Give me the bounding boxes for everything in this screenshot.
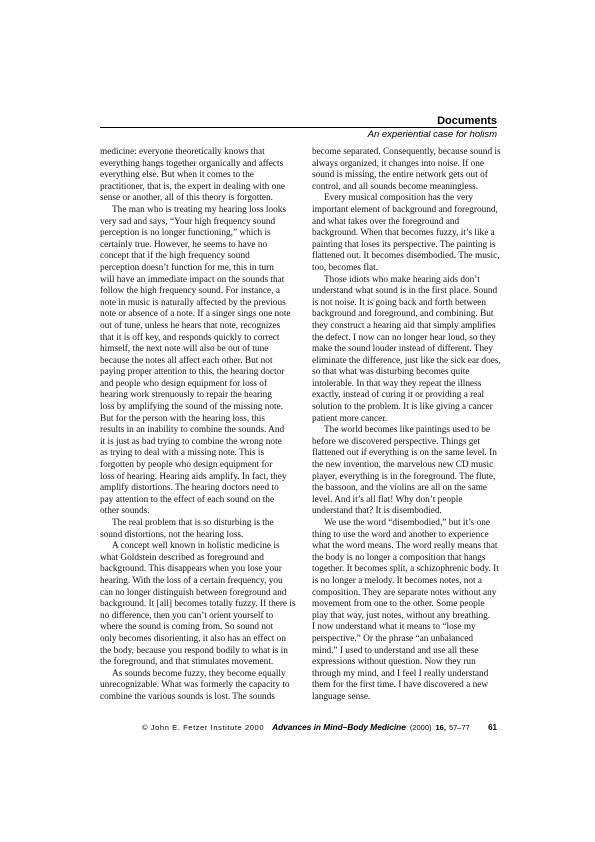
text-line: understand that? It is disembodied.: [312, 506, 442, 517]
text-line: patient more cancer.: [312, 413, 388, 424]
copyright-notice: © John E. Fetzer Institute 2000: [142, 723, 265, 732]
section-title: Documents: [437, 115, 497, 127]
text-line: practitioner, that is, the expert in dealing with one: [100, 181, 285, 192]
text-line: no difference, then you can’t orient yourself to: [100, 610, 274, 621]
text-line: certainly true. However, he seems to have no: [100, 239, 268, 250]
text-line: it is just as bad trying to combine the wrong note: [100, 436, 282, 447]
text-line: become separated. Consequently, because sound is: [312, 147, 501, 157]
text-line: what Goldstein described as foreground and: [100, 552, 264, 563]
text-line: intolerable. In that way they repeat the illness: [312, 378, 482, 389]
text-line: language sense.: [312, 691, 371, 702]
publication-year: (2000): [409, 723, 432, 732]
text-line: what the word means. The word really means that: [312, 541, 498, 552]
text-line: always organized, it changes into noise. If one: [312, 158, 485, 169]
text-line: and people who design equipment for loss of: [100, 378, 268, 389]
text-line: the body is no longer a composition that hangs: [312, 552, 486, 563]
text-line: composition. They are separate notes without any: [312, 587, 497, 598]
text-line: where the sound is coming from. So sound not: [100, 622, 274, 633]
text-line: painting that loses its perspective. The painting is: [312, 239, 496, 250]
text-line: himself, the next note will also be out of tune: [100, 344, 269, 355]
text-line: unrecognizable. What was formerly the capacity to: [100, 680, 290, 691]
text-line: can no longer distinguish between foreground and: [100, 587, 287, 598]
text-line: will have an immediate impact on the sounds that: [100, 274, 285, 285]
text-line: through my mind, and I feel I really understand: [312, 668, 489, 679]
text-line: flattened out if everything is on the same level. In: [312, 448, 497, 459]
text-line: important element of background and foreground,: [312, 204, 498, 215]
text-line: But for the person with the hearing loss, this: [100, 413, 265, 424]
text-line: is no longer a melody. It becomes notes, not a: [312, 575, 483, 586]
page-range: 57–77: [448, 723, 470, 732]
text-line: movement from one to the other. Some people: [312, 599, 485, 610]
text-line: The man who is treating my hearing loss looks: [112, 204, 287, 215]
text-line: only becomes disorienting, it also has an effect on: [100, 633, 286, 644]
text-line: other sounds.: [100, 506, 150, 517]
text-line: sense or another, all of this theory is forgotten.: [100, 193, 273, 204]
text-line: before we discovered perspective. Things get: [312, 436, 481, 447]
text-line: as trying to deal with a missing note. This is: [100, 448, 265, 459]
text-line: sound is missing, the entire network gets out of: [312, 170, 488, 181]
text-line: control, and all sounds become meaningless.: [312, 181, 479, 192]
text-line: loss by amplifying the sound of the missing note.: [100, 402, 284, 413]
text-line: note or absence of a note. If a singer sings one note: [100, 309, 291, 320]
text-line: background. This disappears when you lose your: [100, 564, 282, 575]
page-footer: [142, 722, 497, 732]
text-line: background and foreground, and combining. But: [312, 309, 494, 320]
text-line: forgotten by people who design equipment for: [100, 460, 273, 471]
right-column: [312, 147, 501, 704]
text-line: they construct a hearing aid that simply amplifies: [312, 320, 496, 331]
text-line: perspective.” Or the phrase “an unbalanced: [312, 633, 474, 644]
text-line: hearing. With the loss of a certain frequency, you: [100, 575, 283, 586]
text-line: pay attention to the effect of each sound on the: [100, 494, 275, 505]
text-line: follow the high frequency sound. For instance, a: [100, 286, 280, 297]
text-line: and what takes over the foreground and: [312, 216, 460, 227]
text-line: everything else. But when it comes to the: [100, 170, 254, 181]
text-line: Those idiots who make hearing aids don’t: [324, 274, 480, 285]
text-line: results in an inability to combine the sounds. And: [100, 425, 285, 436]
text-line: the bassoon, and the violins are all on the same: [312, 483, 488, 494]
text-line: play that way, just notes, without any breathing.: [312, 610, 491, 621]
text-line: background. It [all] becomes totally fuzzy. If there is: [100, 599, 296, 610]
text-line: player, everything is in the foreground. The flute,: [312, 471, 496, 482]
header-rule: [100, 127, 497, 128]
text-line: As sounds become fuzzy, they become equally: [112, 668, 286, 679]
text-line: The world becomes like paintings used to be: [324, 425, 491, 436]
text-line: understand what sound is in the first place. Sound: [312, 286, 498, 297]
text-line: them for the first time. I have discovered a new: [312, 680, 489, 691]
text-line: expressions without question. Now they run: [312, 657, 476, 668]
left-column: [100, 147, 296, 704]
text-line: too, becomes flat.: [312, 262, 379, 273]
page-number: 61: [488, 723, 497, 732]
text-line: I now understand what it means to “lose my: [312, 622, 476, 633]
text-line: exactly, instead of curing it or providing a real: [312, 390, 485, 401]
text-line: solution to the problem. It is like giving a cancer: [312, 402, 493, 413]
text-line: is not noise. It is going back and forth between: [312, 297, 487, 308]
text-line: perception doesn’t function for me, this in turn: [100, 262, 274, 273]
text-line: background. When that becomes fuzzy, it’s like a: [312, 228, 495, 239]
text-line: A concept well known in holistic medicine is: [112, 541, 280, 552]
text-line: The real problem that is so disturbing is the: [112, 518, 274, 528]
text-line: out of tune, unless he hears that note, recognizes: [100, 320, 281, 331]
text-line: mind.” I used to understand and use all these: [312, 645, 479, 656]
text-line: loss of hearing. Hearing aids amplify. In fact, they: [100, 471, 287, 482]
text-line: hearing work strenuously to repair the hearing: [100, 390, 272, 401]
text-line: eliminate the difference, just like the sick ear does,: [312, 355, 501, 366]
text-line: the body, because you respond bodily to what is in: [100, 645, 288, 656]
text-line: Every musical composition has the very: [324, 193, 473, 204]
text-line: note in music is naturally affected by the previous: [100, 297, 286, 308]
text-line: medicine: everyone theoretically knows that: [100, 147, 265, 157]
article-subtitle: An experiential case for holism: [367, 129, 497, 140]
text-line: the foreground, and that stimulates movement.: [100, 657, 274, 668]
volume-number: 16,: [435, 723, 446, 732]
text-line: very sad and says, “Your high frequency sound: [100, 216, 276, 227]
text-line: concept that if the high frequency sound: [100, 251, 250, 262]
text-line: the defect. I now can no longer hear loud, so they: [312, 332, 496, 343]
text-line: paying proper attention to this, the hearing doctor: [100, 367, 285, 378]
text-line: level. And it’s all flat! Why don’t people: [312, 494, 463, 505]
journal-title: Advances in Mind–Body Medicine: [272, 722, 406, 732]
text-line: thing to use the word and another to experience: [312, 529, 489, 540]
text-line: because the notes all affect each other. But not: [100, 355, 273, 366]
text-line: make the sound louder instead of different. They: [312, 344, 493, 355]
text-line: combine the various sounds is lost. The sounds: [100, 691, 275, 702]
text-line: sound distortions, not the hearing loss.: [100, 529, 244, 540]
text-line: We use the word “disembodied,” but it’s one: [324, 518, 491, 528]
text-line: everything hangs together organically and affects: [100, 158, 284, 169]
text-line: perception is no longer functioning,” which is: [100, 228, 271, 239]
text-line: flattened out. It becomes disembodied. The music,: [312, 251, 500, 262]
text-line: that it is off key, and responds quickly to correct: [100, 332, 280, 343]
text-line: amplify distortions. The hearing doctors need to: [100, 483, 279, 494]
text-line: together. It becomes split, a schizophrenic body. It: [312, 564, 499, 575]
text-line: the new invention, the marvelous new CD music: [312, 460, 494, 471]
text-line: so that what was disturbing becomes quite: [312, 367, 470, 378]
